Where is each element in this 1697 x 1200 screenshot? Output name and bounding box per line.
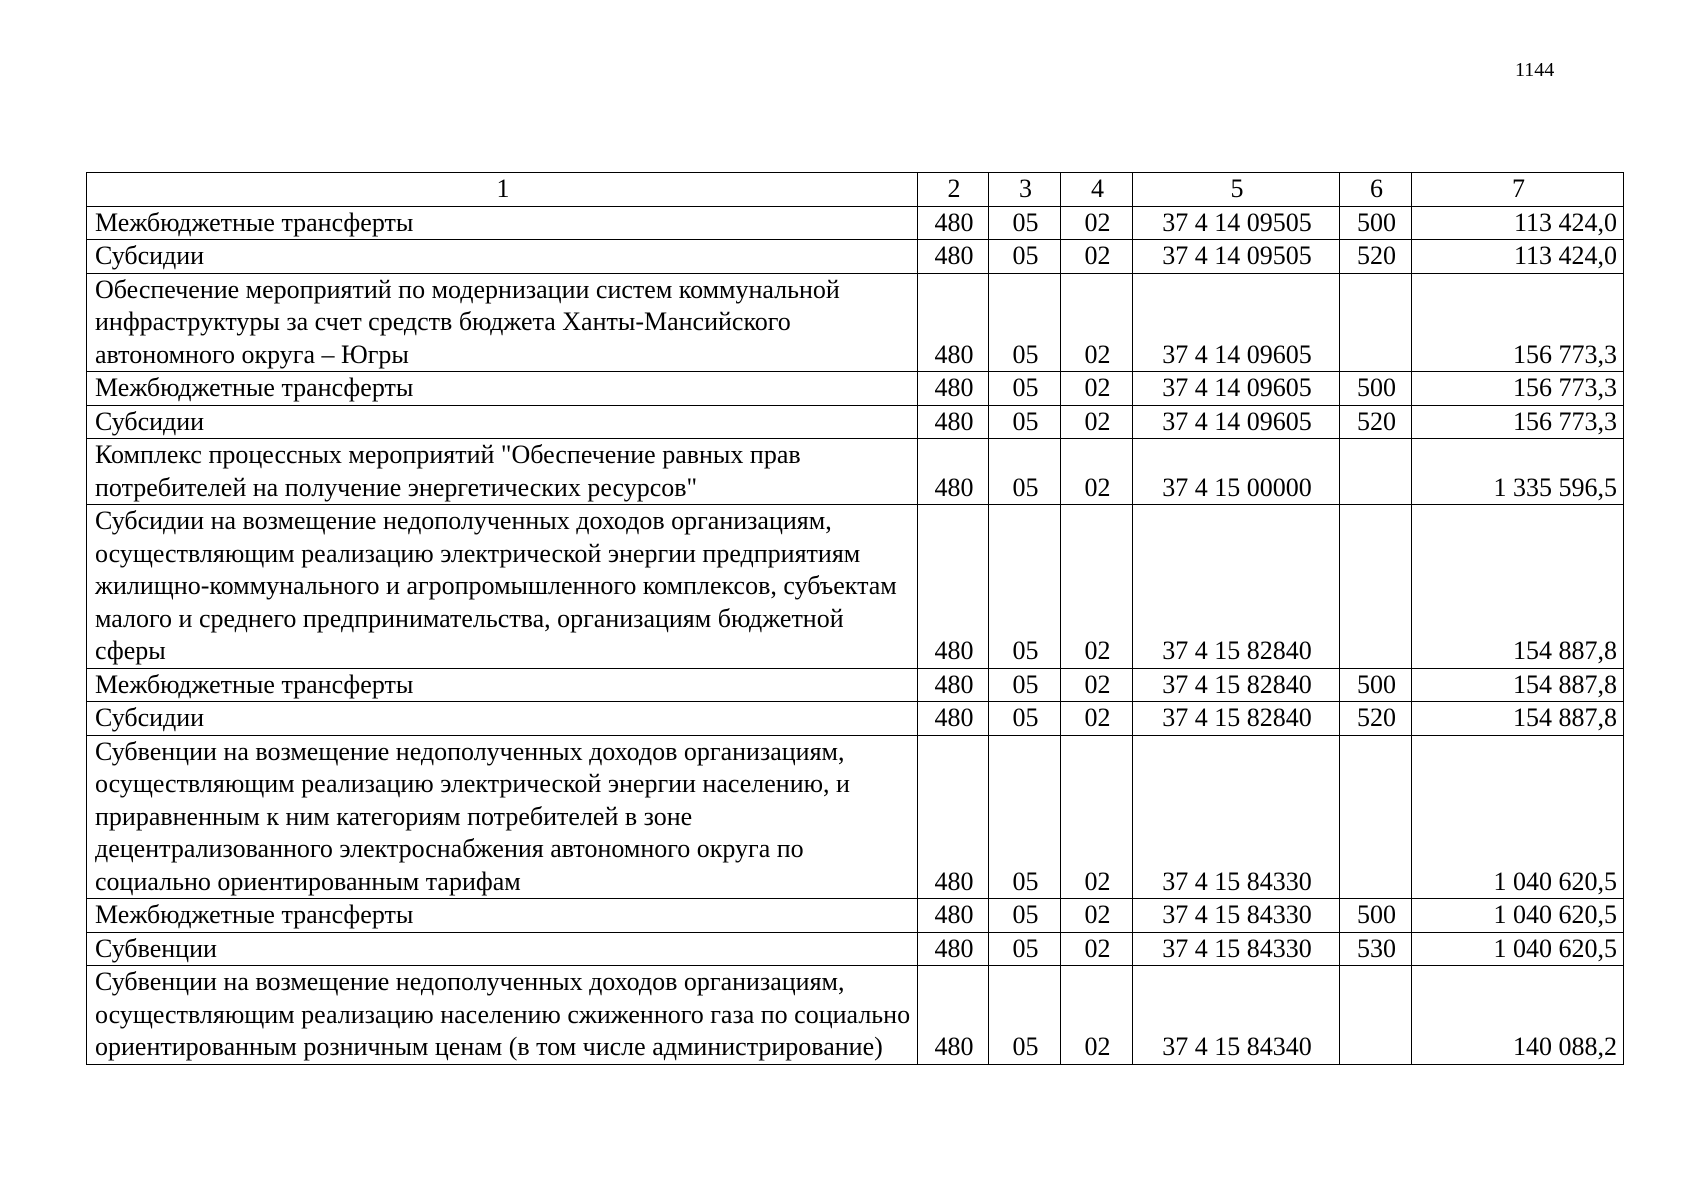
chapter-code-cell: 05	[989, 206, 1061, 240]
section-code-cell: 480	[918, 240, 989, 274]
subsection-code-cell: 02	[1061, 240, 1133, 274]
chapter-code-cell: 05	[989, 668, 1061, 702]
amount-cell: 113 424,0	[1412, 206, 1624, 240]
expense-type-cell	[1340, 439, 1412, 505]
row-name-cell: Субвенции на возмещение недополученных доходов организациям, осуществляющим реализацию населению сжиженного газа по социально ориентированным розничным ценам (в том числе администрирование)	[87, 966, 918, 1065]
target-article-cell: 37 4 15 84330	[1133, 932, 1340, 966]
header-row	[87, 173, 1624, 207]
section-code-cell: 480	[918, 668, 989, 702]
row-name-cell: Субсидии на возмещение недополученных доходов организациям, осуществляющим реализацию электрической энергии предприятиям жилищно-коммунального и агропромышленного комплексов, субъектам малого и среднего предпринимательства, организациям бюджетной сферы	[87, 505, 918, 669]
amount-cell: 156 773,3	[1412, 273, 1624, 372]
expense-type-cell: 500	[1340, 206, 1412, 240]
amount-cell: 1 335 596,5	[1412, 439, 1624, 505]
header-col-6: 6	[1340, 173, 1412, 207]
section-code-cell: 480	[918, 372, 989, 406]
section-code-cell: 480	[918, 702, 989, 736]
subsection-code-cell: 02	[1061, 735, 1133, 899]
section-code-cell: 480	[918, 505, 989, 669]
amount-cell: 1 040 620,5	[1412, 932, 1624, 966]
budget-table	[86, 172, 1624, 1065]
row-name-cell: Субвенции на возмещение недополученных доходов организациям, осуществляющим реализацию электрической энергии населению, и приравненным к ним категориям потребителей в зоне децентрализованного электроснабжения автономного округа по социально ориентированным тарифам	[87, 735, 918, 899]
amount-cell: 156 773,3	[1412, 405, 1624, 439]
table-row	[87, 273, 1624, 372]
row-name-cell: Субсидии	[87, 240, 918, 274]
target-article-cell: 37 4 14 09605	[1133, 405, 1340, 439]
chapter-code-cell: 05	[989, 899, 1061, 933]
expense-type-cell: 500	[1340, 668, 1412, 702]
expense-type-cell	[1340, 273, 1412, 372]
row-name-cell: Субсидии	[87, 405, 918, 439]
page-number: 1144	[1515, 59, 1555, 81]
expense-type-cell	[1340, 505, 1412, 669]
section-code-cell: 480	[918, 273, 989, 372]
amount-cell: 154 887,8	[1412, 668, 1624, 702]
chapter-code-cell: 05	[989, 405, 1061, 439]
expense-type-cell: 530	[1340, 932, 1412, 966]
section-code-cell: 480	[918, 206, 989, 240]
amount-cell: 154 887,8	[1412, 702, 1624, 736]
header-col-2: 2	[918, 173, 989, 207]
expense-type-cell	[1340, 966, 1412, 1065]
chapter-code-cell: 05	[989, 439, 1061, 505]
target-article-cell: 37 4 15 84330	[1133, 899, 1340, 933]
table-row	[87, 405, 1624, 439]
expense-type-cell	[1340, 735, 1412, 899]
subsection-code-cell: 02	[1061, 439, 1133, 505]
subsection-code-cell: 02	[1061, 966, 1133, 1065]
amount-cell: 154 887,8	[1412, 505, 1624, 669]
target-article-cell: 37 4 14 09505	[1133, 206, 1340, 240]
chapter-code-cell: 05	[989, 966, 1061, 1065]
expense-type-cell: 520	[1340, 405, 1412, 439]
table-row	[87, 372, 1624, 406]
row-name-cell: Межбюджетные трансферты	[87, 206, 918, 240]
target-article-cell: 37 4 15 84330	[1133, 735, 1340, 899]
table-row	[87, 505, 1624, 669]
amount-cell: 1 040 620,5	[1412, 735, 1624, 899]
table-row	[87, 735, 1624, 899]
header-col-5: 5	[1133, 173, 1340, 207]
row-name-cell: Обеспечение мероприятий по модернизации систем коммунальной инфраструктуры за счет средств бюджета Ханты-Мансийского автономного округа – Югры	[87, 273, 918, 372]
table-row	[87, 668, 1624, 702]
chapter-code-cell: 05	[989, 240, 1061, 274]
row-name-cell: Субсидии	[87, 702, 918, 736]
subsection-code-cell: 02	[1061, 668, 1133, 702]
row-name-cell: Комплекс процессных мероприятий "Обеспечение равных прав потребителей на получение энергетических ресурсов"	[87, 439, 918, 505]
target-article-cell: 37 4 15 00000	[1133, 439, 1340, 505]
chapter-code-cell: 05	[989, 702, 1061, 736]
target-article-cell: 37 4 15 82840	[1133, 668, 1340, 702]
expense-type-cell: 520	[1340, 240, 1412, 274]
row-name-cell: Межбюджетные трансферты	[87, 372, 918, 406]
chapter-code-cell: 05	[989, 932, 1061, 966]
table-body	[87, 206, 1624, 1064]
subsection-code-cell: 02	[1061, 505, 1133, 669]
target-article-cell: 37 4 14 09605	[1133, 273, 1340, 372]
subsection-code-cell: 02	[1061, 206, 1133, 240]
table-row	[87, 206, 1624, 240]
chapter-code-cell: 05	[989, 505, 1061, 669]
header-col-3: 3	[989, 173, 1061, 207]
header-col-4: 4	[1061, 173, 1133, 207]
expense-type-cell: 500	[1340, 899, 1412, 933]
row-name-cell: Субвенции	[87, 932, 918, 966]
table-row	[87, 899, 1624, 933]
header-col-7: 7	[1412, 173, 1624, 207]
subsection-code-cell: 02	[1061, 899, 1133, 933]
section-code-cell: 480	[918, 932, 989, 966]
expense-type-cell: 520	[1340, 702, 1412, 736]
table-row	[87, 439, 1624, 505]
section-code-cell: 480	[918, 405, 989, 439]
target-article-cell: 37 4 15 84340	[1133, 966, 1340, 1065]
header-col-1: 1	[87, 173, 918, 207]
section-code-cell: 480	[918, 439, 989, 505]
chapter-code-cell: 05	[989, 273, 1061, 372]
section-code-cell: 480	[918, 735, 989, 899]
subsection-code-cell: 02	[1061, 273, 1133, 372]
subsection-code-cell: 02	[1061, 702, 1133, 736]
section-code-cell: 480	[918, 966, 989, 1065]
row-name-cell: Межбюджетные трансферты	[87, 668, 918, 702]
amount-cell: 156 773,3	[1412, 372, 1624, 406]
expense-type-cell: 500	[1340, 372, 1412, 406]
table-row	[87, 702, 1624, 736]
table-row	[87, 240, 1624, 274]
row-name-cell: Межбюджетные трансферты	[87, 899, 918, 933]
target-article-cell: 37 4 15 82840	[1133, 702, 1340, 736]
chapter-code-cell: 05	[989, 735, 1061, 899]
target-article-cell: 37 4 15 82840	[1133, 505, 1340, 669]
target-article-cell: 37 4 14 09505	[1133, 240, 1340, 274]
table-row	[87, 932, 1624, 966]
subsection-code-cell: 02	[1061, 932, 1133, 966]
subsection-code-cell: 02	[1061, 372, 1133, 406]
subsection-code-cell: 02	[1061, 405, 1133, 439]
amount-cell: 140 088,2	[1412, 966, 1624, 1065]
amount-cell: 113 424,0	[1412, 240, 1624, 274]
chapter-code-cell: 05	[989, 372, 1061, 406]
section-code-cell: 480	[918, 899, 989, 933]
table-row	[87, 966, 1624, 1065]
target-article-cell: 37 4 14 09605	[1133, 372, 1340, 406]
amount-cell: 1 040 620,5	[1412, 899, 1624, 933]
